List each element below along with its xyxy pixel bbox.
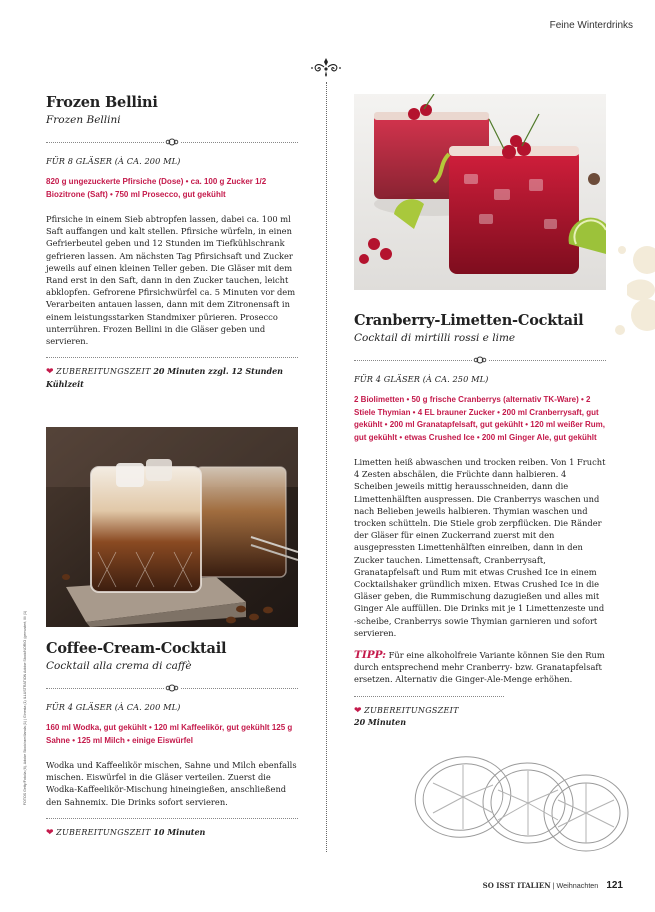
- knot-divider: [46, 682, 298, 694]
- recipe-servings: FÜR 8 GLÄSER (À CA. 200 ML): [46, 156, 181, 166]
- recipe-tip: [354, 649, 606, 686]
- recipe-title: Frozen Bellini: [46, 94, 158, 111]
- prep-time-value: 20 Minuten zzgl. 12 Stunden Kühlzeit: [46, 366, 283, 389]
- knot-divider-icon: [164, 137, 180, 147]
- publication-name: SO ISST ITALIEN: [482, 881, 551, 890]
- prep-time: [354, 696, 504, 729]
- recipe-title: Coffee-Cream-Cocktail: [46, 640, 227, 657]
- photo-credit-text: FOTOS Getty/Fotolia (6), Adobe Stock/ramillanda (1) | Ginesta (1) ILLUSTRATION Adobe Stock/NORIO (gemustert, Illi (1): [23, 610, 27, 806]
- photo-coffee-cream-cocktail: [46, 427, 298, 627]
- recipe-servings: FÜR 4 GLÄSER (À CA. 200 ML): [46, 702, 181, 712]
- recipe-instructions: Limetten heiß abwaschen und trocken reiben. Von 1 Frucht 4 Zesten abschälen, die Früchte dann halbieren. 4 Scheiben jeweils mittig herausschneiden, dann die Limettenhälften auspressen. Die Cranberrys waschen und nach Belieben jeweils halbieren. Thymian waschen und trocken schütteln. Die Stiele grob zerpflücken. Die Ränder der Gläser für einen Zuckerrand zuerst mit den ausgepressten Limettenhälften einreiben, dann in den Zucker tauchen. Limettensaft, Cranberrysaft, Granatapfelsaft und Rum mit etwas Crushed Ice in einem Cocktailshaker gründlich mixen. Etwas Crushed Ice in die Gläser geben, die Rummischung dazugießen und alles mit Ginger Ale auffüllen. Die Drinks mit je 1 Limettenzeste und -scheibe, Cranberrys sowie Thymian garnieren und sofort servieren.: [354, 457, 606, 638]
- recipe-coffee-cream-cocktail: [46, 640, 298, 839]
- prep-time-value: 20 Minuten: [354, 717, 407, 728]
- heart-icon: ❤: [354, 705, 362, 716]
- recipe-servings: FÜR 4 GLÄSER (À CA. 250 ML): [354, 374, 489, 384]
- knot-divider-icon: [472, 355, 488, 365]
- recipe-subtitle: Cocktail di mirtilli rossi e lime: [354, 332, 516, 344]
- prep-time: [46, 818, 298, 840]
- column-divider: [326, 82, 327, 852]
- heart-icon: ❤: [46, 827, 54, 838]
- recipe-ingredients: 820 g ungezuckerte Pfirsiche (Dose) • ca. 100 g Zucker 1/2 Biozitrone (Saft) • 750 ml Prosecco, gut gekühlt: [46, 177, 267, 199]
- photo-credit: [17, 580, 25, 840]
- page-number: 121: [606, 880, 623, 891]
- citrus-slices-illustration: [408, 745, 638, 855]
- prep-time: [46, 357, 298, 390]
- prep-time-label: ZUBEREITUNGSZEIT: [364, 705, 459, 715]
- prep-time-label: ZUBEREITUNGSZEIT: [56, 367, 151, 377]
- recipe-ingredients: 160 ml Wodka, gut gekühlt • 120 ml Kaffeelikör, gut gekühlt 125 g Sahne • 125 ml Milch • einige Eiswürfel: [46, 723, 293, 745]
- page-footer: [483, 880, 623, 891]
- recipe-subtitle: Frozen Bellini: [46, 114, 121, 126]
- ornament-fleuron-icon: [309, 56, 343, 78]
- recipe-instructions: Pfirsiche in einem Sieb abtropfen lassen, dabei ca. 100 ml Saft auffangen und kalt stellen. Pfirsiche würfeln, in einen Gefrierbeutel geben und 12 Stunden im Tiefkühlschrank gefrieren lassen. Am nächsten Tag Pfirsichsaft und Zucker jeweils auf einen kleinen Teller geben. Die Gläser mit dem Rand erst in den Saft, dann in den Zucker tauchen, leicht abklopfen. Gefrorene Pfirsichwürfel ca. 5 Minuten vor dem Verarbeiten antauen lassen, dann mit dem Zitronensaft in einem leistungsstarken Standmixer pürieren. Prosecco unterrühren. Frozen Bellini in die Gläser geben und servieren.: [46, 214, 296, 347]
- photo-cranberry-lime-cocktail: [354, 94, 606, 290]
- issue-name: Weihnachten: [556, 881, 599, 890]
- prep-time-value: 10 Minuten: [153, 826, 206, 837]
- section-header: Feine Winterdrinks: [549, 20, 633, 31]
- heart-icon: ❤: [46, 367, 54, 378]
- recipe-cranberry-lime-cocktail: [354, 312, 606, 729]
- recipe-title: Cranberry-Limetten-Cocktail: [354, 312, 584, 329]
- tip-label: TIPP:: [354, 649, 387, 662]
- knot-divider: [354, 354, 606, 366]
- recipe-ingredients: 2 Biolimetten • 50 g frische Cranberrys (alternativ TK-Ware) • 2 Stiele Thymian • 4 EL brauner Zucker • 200 ml Cranberrysaft, gut gekühlt • 200 ml Granatapfelsaft, gut gekühlt • 120 ml weißer Rum, gut gekühlt • etwas Crushed Ice • 200 ml Ginger Ale, gut gekühlt: [354, 395, 605, 442]
- knot-divider-icon: [164, 683, 180, 693]
- recipe-subtitle: Cocktail alla crema di caffè: [46, 660, 192, 672]
- knot-divider: [46, 136, 298, 148]
- prep-time-label: ZUBEREITUNGSZEIT: [56, 827, 151, 837]
- recipe-instructions: Wodka und Kaffeelikör mischen, Sahne und Milch ebenfalls mischen. Eiswürfel in die Gläser verteilen. Zuerst die Wodka-Kaffeelikör-Mischung hineingießen, anschließend den Sahnemix. Die Drinks sofort servieren.: [46, 760, 297, 807]
- footer-separator: |: [552, 881, 557, 890]
- recipe-frozen-bellini: [46, 94, 298, 390]
- tip-text: Für eine alkoholfreie Variante können Sie den Rum durch entsprechend mehr Cranberry- bzw. Granatapfelsaft ersetzen. Alternativ die Ginger-Ale-Menge erhöhen.: [354, 650, 605, 685]
- edge-ornament-pattern: [612, 235, 655, 345]
